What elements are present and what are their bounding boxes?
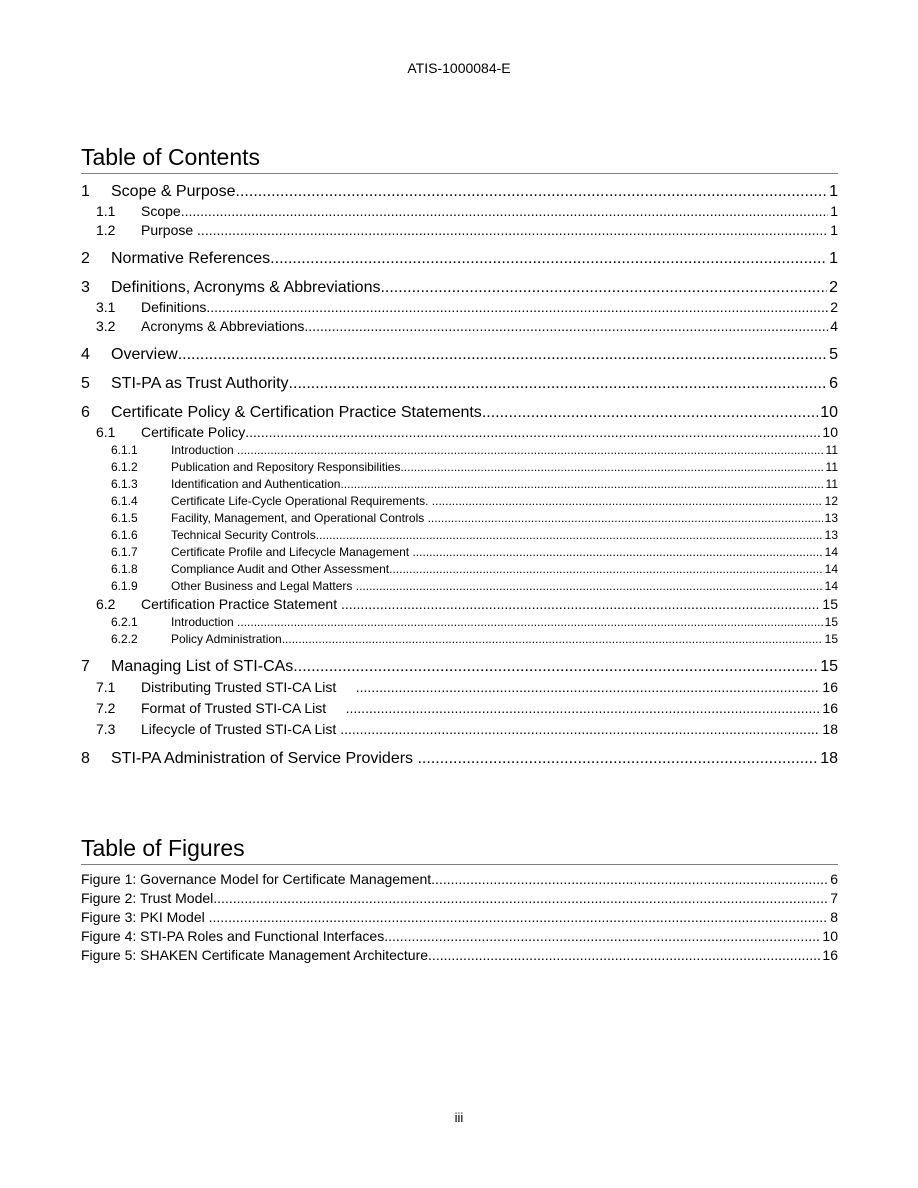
toc-entry-page: 2 — [829, 279, 838, 296]
toc-entry-page: 14 — [824, 545, 838, 559]
tof-entry-5[interactable] — [81, 946, 838, 965]
dot-leader — [197, 221, 828, 240]
toc-entry-2[interactable] — [81, 249, 838, 269]
tof-entry-page: 16 — [822, 947, 838, 963]
toc-entry-6-1-3[interactable] — [81, 476, 838, 493]
toc-entry-7[interactable] — [81, 657, 838, 677]
toc-entry-title: Definitions — [141, 299, 207, 315]
toc-entry-page: 18 — [822, 721, 838, 737]
toc-entry-title: Format of Trusted STI-CA List — [141, 700, 346, 716]
dot-leader — [282, 631, 823, 648]
toc-entry-7-2[interactable] — [81, 698, 838, 719]
toc-entry-title: Lifecycle of Trusted STI-CA List — [141, 721, 341, 737]
tof-entry-3[interactable] — [81, 908, 838, 927]
toc-entry-number: 4 — [81, 346, 90, 363]
toc-entry-number: 3.2 — [96, 318, 116, 334]
dot-leader — [431, 870, 828, 889]
toc-entry-page: 5 — [829, 346, 838, 363]
toc-entry-1-2[interactable] — [81, 221, 838, 240]
toc-entry-title: STI-PA as Trust Authority — [111, 375, 289, 392]
toc-entry-page: 16 — [822, 679, 838, 695]
dot-leader — [237, 614, 823, 631]
toc-entry-page: 1 — [830, 203, 838, 219]
toc-entry-title: Distributing Trusted STI-CA List — [141, 679, 356, 695]
toc-entry-6-1[interactable] — [81, 423, 838, 442]
toc-entry-4[interactable] — [81, 345, 838, 365]
toc-entry-number: 1.1 — [96, 203, 116, 219]
tof-entry-title: Figure 5: SHAKEN Certificate Management Architecture — [81, 947, 429, 963]
toc-entry-page: 15 — [820, 658, 838, 675]
tof-entry-title: Figure 4: STI-PA Roles and Functional Interfaces — [81, 928, 385, 944]
toc-entry-page: 16 — [822, 700, 838, 716]
toc-entry-number: 6.2 — [96, 596, 116, 612]
toc-entry-6-1-9[interactable] — [81, 578, 838, 595]
toc-entry-title: Compliance Audit and Other Assessment — [171, 562, 390, 576]
toc-entry-number: 3.1 — [96, 299, 116, 315]
toc-entry-1[interactable] — [81, 182, 838, 202]
dot-leader — [432, 493, 823, 510]
toc-entry-3-2[interactable] — [81, 317, 838, 336]
dot-leader — [417, 749, 818, 769]
toc-entry-title: Certificate Life-Cycle Operational Requirements. — [171, 494, 432, 508]
toc-entry-5[interactable] — [81, 374, 838, 394]
toc-entry-title: Technical Security Controls — [171, 528, 316, 542]
toc-entry-number: 6.1 — [96, 424, 116, 440]
toc-entry-6-1-1[interactable] — [81, 442, 838, 459]
dot-leader — [237, 442, 823, 459]
toc-entry-title: Certification Practice Statement — [141, 596, 341, 612]
toc-entry-number: 6.1.7 — [111, 545, 138, 559]
toc-entry-title: Policy Administration — [171, 632, 282, 646]
toc-entry-6-2-1[interactable] — [81, 614, 838, 631]
toc-entry-page: 11 — [825, 443, 838, 457]
toc-entry-page: 18 — [820, 750, 838, 767]
dot-leader — [304, 317, 828, 336]
toc-entry-6-1-2[interactable] — [81, 459, 838, 476]
toc-entry-title: Scope & Purpose — [111, 183, 236, 200]
toc-entry-7-1[interactable] — [81, 677, 838, 698]
toc-entry-number: 8 — [81, 750, 90, 767]
toc-entry-number: 6.1.1 — [111, 443, 138, 457]
toc-entry-6[interactable] — [81, 403, 838, 423]
toc-entry-title: Acronyms & Abbreviations — [141, 318, 305, 334]
toc-entry-number: 7 — [81, 658, 90, 675]
dot-leader — [245, 423, 820, 442]
toc-entry-page: 1 — [830, 222, 838, 238]
toc-list — [81, 182, 838, 769]
toc-entry-number: 6.1.3 — [111, 477, 138, 491]
toc-entry-page: 13 — [824, 511, 838, 525]
dot-leader — [181, 202, 829, 221]
toc-entry-title: Introduction — [171, 615, 238, 629]
toc-entry-page: 15 — [824, 632, 838, 646]
toc-entry-number: 7.2 — [96, 700, 116, 716]
toc-entry-6-1-5[interactable] — [81, 510, 838, 527]
tof-entry-page: 8 — [830, 909, 838, 925]
dot-leader — [341, 595, 820, 614]
toc-entry-number: 5 — [81, 375, 90, 392]
toc-entry-6-1-4[interactable] — [81, 493, 838, 510]
toc-entry-number: 3 — [81, 279, 90, 296]
tof-entry-4[interactable] — [81, 927, 838, 946]
dot-leader — [482, 403, 818, 423]
toc-entry-title: Facility, Management, and Operational Controls — [171, 511, 428, 525]
tof-entry-title: Figure 3: PKI Model — [81, 909, 209, 925]
tof-heading: Table of Figures — [81, 835, 838, 865]
toc-entry-6-2[interactable] — [81, 595, 838, 614]
tof-entry-title: Figure 1: Governance Model for Certificate Management — [81, 871, 432, 887]
toc-entry-number: 6.1.9 — [111, 579, 138, 593]
toc-entry-page: 10 — [822, 424, 838, 440]
toc-entry-6-1-7[interactable] — [81, 544, 838, 561]
toc-entry-title: Other Business and Legal Matters — [171, 579, 356, 593]
toc-entry-number: 1 — [81, 183, 90, 200]
toc-entry-title: Introduction — [171, 443, 238, 457]
dot-leader — [316, 527, 823, 544]
toc-entry-title: Certificate Policy — [141, 424, 246, 440]
toc-entry-page: 14 — [824, 562, 838, 576]
dot-leader — [340, 476, 823, 493]
dot-leader — [356, 578, 823, 595]
toc-entry-title: Definitions, Acronyms & Abbreviations — [111, 279, 381, 296]
tof-entry-page: 10 — [822, 928, 838, 944]
toc-entry-number: 6.1.8 — [111, 562, 138, 576]
toc-entry-page: 4 — [830, 318, 838, 334]
toc-entry-title: Identification and Authentication — [171, 477, 341, 491]
dot-leader — [289, 374, 828, 394]
toc-entry-page: 15 — [822, 596, 838, 612]
toc-entry-title: Purpose — [141, 222, 198, 238]
toc-entry-number: 6.1.4 — [111, 494, 138, 508]
toc-entry-title: Publication and Repository Responsibilities — [171, 460, 401, 474]
toc-entry-number: 7.3 — [96, 721, 116, 737]
toc-entry-page: 2 — [830, 299, 838, 315]
toc-entry-number: 6 — [81, 404, 90, 421]
toc-entry-number: 2 — [81, 250, 90, 267]
toc-entry-number: 6.2.1 — [111, 615, 138, 629]
toc-entry-6-1-8[interactable] — [81, 561, 838, 578]
dot-leader — [270, 249, 827, 269]
toc-entry-6-2-2[interactable] — [81, 631, 838, 648]
toc-entry-title: Certificate Policy & Certification Practice Statements — [111, 404, 482, 421]
toc-entry-8[interactable] — [81, 749, 838, 769]
toc-entry-page: 6 — [829, 375, 838, 392]
toc-entry-page: 14 — [824, 579, 838, 593]
toc-entry-1-1[interactable] — [81, 202, 838, 221]
toc-entry-number: 6.2.2 — [111, 632, 138, 646]
toc-entry-number: 6.1.6 — [111, 528, 138, 542]
toc-entry-title: STI-PA Administration of Service Providers — [111, 750, 418, 767]
dot-leader — [384, 927, 820, 946]
toc-entry-page: 15 — [824, 615, 838, 629]
dot-leader — [400, 459, 823, 476]
tof-entry-1[interactable] — [81, 870, 838, 889]
toc-entry-6-1-6[interactable] — [81, 527, 838, 544]
toc-entry-7-3[interactable] — [81, 719, 838, 740]
dot-leader — [293, 657, 818, 677]
toc-entry-page: 1 — [829, 250, 838, 267]
document-header: ATIS-1000084-E — [407, 60, 511, 76]
tof-entry-title: Figure 2: Trust Model — [81, 890, 214, 906]
tof-entry-page: 7 — [830, 890, 838, 906]
toc-entry-title: Managing List of STI-CAs — [111, 658, 294, 675]
dot-leader — [389, 561, 823, 578]
dot-leader — [340, 719, 820, 740]
page-number: iii — [454, 1110, 464, 1125]
dot-leader — [412, 544, 822, 561]
dot-leader — [346, 698, 821, 719]
toc-entry-title: Certificate Profile and Lifecycle Management — [171, 545, 413, 559]
toc-entry-number: 1.2 — [96, 222, 116, 238]
toc-entry-number: 6.1.2 — [111, 460, 138, 474]
toc-entry-page: 10 — [820, 404, 838, 421]
dot-leader — [428, 946, 820, 965]
toc-entry-page: 13 — [824, 528, 838, 542]
toc-entry-page: 11 — [825, 460, 838, 474]
dot-leader — [356, 677, 821, 698]
tof-entry-page: 6 — [830, 871, 838, 887]
dot-leader — [209, 908, 829, 927]
toc-entry-3[interactable] — [81, 278, 838, 298]
dot-leader — [206, 298, 828, 317]
dot-leader — [380, 278, 827, 298]
toc-heading: Table of Contents — [81, 144, 838, 174]
dot-leader — [428, 510, 823, 527]
toc-entry-number: 6.1.5 — [111, 511, 138, 525]
toc-entry-number: 7.1 — [96, 679, 116, 695]
toc-entry-page: 12 — [824, 494, 838, 508]
toc-entry-title: Overview — [111, 346, 178, 363]
toc-entry-title: Normative References — [111, 250, 271, 267]
tof-entry-2[interactable] — [81, 889, 838, 908]
tof-list — [81, 870, 838, 965]
dot-leader — [178, 345, 827, 365]
dot-leader — [236, 182, 828, 202]
toc-entry-3-1[interactable] — [81, 298, 838, 317]
toc-entry-page: 11 — [825, 477, 838, 491]
toc-entry-title: Scope — [141, 203, 181, 219]
toc-entry-page: 1 — [829, 183, 838, 200]
dot-leader — [213, 889, 828, 908]
